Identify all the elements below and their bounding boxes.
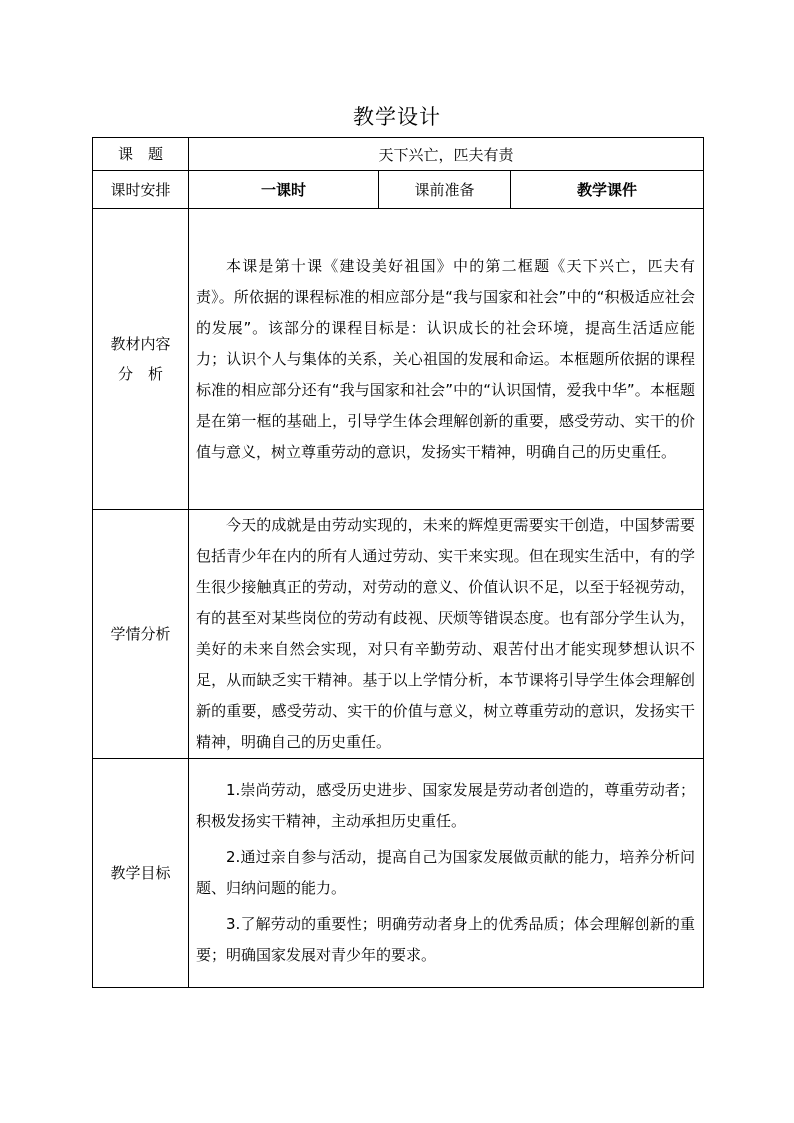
material-analysis-label-line2: 分 析	[117, 365, 163, 383]
schedule-row	[93, 171, 704, 209]
student-analysis-label: 学情分析	[93, 510, 189, 759]
teaching-goal-item: 1.崇尚劳动，感受历史进步、国家发展是劳动者创造的，尊重劳动者；积极发扬实干精神，主动承担历史重任。	[196, 781, 696, 830]
teaching-goals-content	[189, 759, 704, 988]
teaching-goals-label: 教学目标	[93, 759, 189, 988]
student-analysis-content	[189, 510, 704, 759]
schedule-value: 一课时	[189, 171, 379, 209]
teaching-goals-row	[93, 759, 704, 988]
material-analysis-label-line1: 教材内容	[110, 335, 171, 353]
topic-label: 课 题	[93, 138, 189, 171]
student-analysis-row	[93, 510, 704, 759]
material-analysis-text: 本课是第十课《建设美好祖国》中的第二框题《天下兴亡，匹夫有责》。所依据的课程标准的相应部分是“我与国家和社会”中的“积极适应社会的发展”。该部分的课程目标是：认识成长的社会环境，提高生活适应能力；认识个人与集体的关系，关心祖国的发展和命运。本框题所依据的课程标准的相应部分还有“我与国家和社会”中的“认识国情，爱我中华”。本框题是在第一框的基础上，引导学生体会理解创新的重要，感受劳动、实干的价值与意义，树立尊重劳动的意识，发扬实干精神，明确自己的历史重任。	[196, 256, 696, 461]
topic-value: 天下兴亡，匹夫有责	[189, 138, 704, 171]
prep-label: 课前准备	[379, 171, 511, 209]
teaching-goal-item: 2.通过亲自参与活动，提高自己为国家发展做贡献的能力，培养分析问题、归纳问题的能力。	[196, 848, 696, 897]
topic-row	[93, 138, 704, 171]
document-title: 教学设计	[353, 105, 441, 129]
prep-value: 教学课件	[511, 171, 704, 209]
material-analysis-label	[93, 209, 189, 510]
material-analysis-content	[189, 209, 704, 510]
schedule-label: 课时安排	[93, 171, 189, 209]
student-analysis-text: 今天的成就是由劳动实现的，未来的辉煌更需要实干创造，中国梦需要包括青少年在内的所有人通过劳动、实干来实现。但在现实生活中，有的学生很少接触真正的劳动，对劳动的意义、价值认识不足，以至于轻视劳动，有的甚至对某些岗位的劳动有歧视、厌烦等错误态度。也有部分学生认为，美好的未来自然会实现，对只有辛勤劳动、艰苦付出才能实现梦想认识不足，从而缺乏实干精神。基于以上学情分析，本节课将引导学生体会理解创新的重要，感受劳动、实干的价值与意义，树立尊重劳动的意识，发扬实干精神，明确自己的历史重任。	[196, 516, 696, 751]
teaching-goal-item: 3.了解劳动的重要性；明确劳动者身上的优秀品质；体会理解创新的重要；明确国家发展对青少年的要求。	[196, 915, 696, 964]
lesson-plan-table	[92, 137, 704, 988]
material-analysis-row	[93, 209, 704, 510]
